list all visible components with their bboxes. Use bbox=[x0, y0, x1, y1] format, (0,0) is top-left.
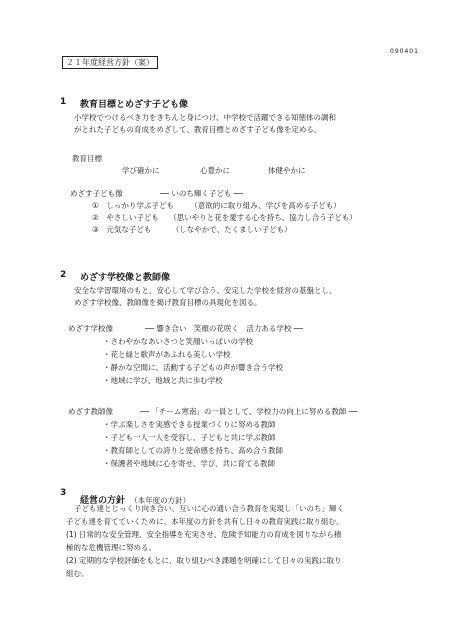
section3-body-line: 子ども達を育てていくために、本年度の方針を共有し日々の教育実践に取り組む。 bbox=[66, 517, 344, 526]
section3-number: 3 bbox=[60, 488, 67, 498]
section3-heading: 経営の方針 bbox=[80, 496, 126, 506]
teacher-item: ・子ども一人一人を受容し、子どもと共に学ぶ教師 bbox=[103, 433, 276, 442]
section1-body-line: 小学校でつけるべき力をきちんと身につけ、中学校で活躍できる知徳体の調和 bbox=[74, 113, 337, 122]
ideal-item-desc: （しなやかで、たくましい子ども） bbox=[171, 225, 292, 234]
policy-item-line: 組む。 bbox=[66, 569, 89, 578]
ideal-child-label: めざす子ども像 bbox=[70, 189, 123, 198]
ideal-item-mark: ③ bbox=[92, 225, 99, 234]
section2-body-line: めざす学校像、教師像を掲げ教育目標の具現化を図る。 bbox=[74, 298, 262, 307]
ideal-school-label: めざす学校像 bbox=[68, 324, 113, 333]
school-item: ・地域に学び、地域と共に歩む学校 bbox=[103, 376, 223, 385]
ideal-item-name: 元気な子ども bbox=[106, 225, 152, 234]
ideal-item-name: やさしい子ども bbox=[106, 213, 159, 222]
ideal-item bbox=[92, 200, 341, 211]
ideal-item-desc: （意欲的に取り組み、学びを高める子ども） bbox=[190, 201, 341, 210]
section2-heading: めざす学校像と教師像 bbox=[80, 273, 171, 283]
ideal-item-mark: ① bbox=[92, 201, 99, 210]
school-item: ・静かな空間に、活動する子どもの声が響き合う学校 bbox=[103, 363, 283, 372]
ideal-item bbox=[92, 212, 357, 223]
section2-body-line: 安全な学習環境のもと、安心して学び合う、安定した学校を経営の基盤とし、 bbox=[74, 286, 337, 295]
policy-item-line: 極的な危機管理に努める。 bbox=[66, 543, 156, 552]
school-item: ・花と緑と歌声があふれる美しい学校 bbox=[103, 350, 231, 359]
ideal-child-motto: ── いのち輝く子ども ── bbox=[160, 189, 243, 198]
ideal-item-mark: ② bbox=[92, 213, 99, 222]
school-item: ・さわやかなあいさつと笑顔いっぱいの学校 bbox=[103, 337, 253, 346]
section1-number: 1 bbox=[60, 97, 67, 107]
document-number: 090401 bbox=[390, 48, 419, 55]
section1-body-line: がとれた子どもの育成をめざして、教育目標とめざす子ども像を定める。 bbox=[74, 125, 322, 134]
ideal-teacher-label: めざす教師像 bbox=[68, 407, 113, 416]
goal-item: 心豊かに bbox=[200, 166, 230, 175]
policy-item-line: (1) 日常的な安全管理、安全指導を充実させ、危険予知能力の育成を図りながら積 bbox=[66, 530, 342, 539]
teacher-item: ・教育師としての誇りと使命感を持ち、高め合う教師 bbox=[103, 446, 283, 455]
section1-heading: 教育目標とめざす子ども像 bbox=[80, 100, 189, 110]
goal-item: 体健やかに bbox=[268, 166, 306, 175]
teacher-item: ・保護者や地域に心を寄せ、学び、共に育てる教師 bbox=[103, 459, 275, 468]
ideal-item-desc: （思いやりと花を愛する心を持ち、協力し合う子ども） bbox=[169, 213, 357, 222]
policy-item-line: (2) 定期的な学校評価をもとに、取り組むべき課題を明確にして日々の実践に取り bbox=[66, 556, 342, 565]
goals-label: 教育目標 bbox=[72, 154, 102, 163]
section3-body-line: 子ども達とじっくり向き合い、互いに心の通い合う教育を実現し「いのち」輝く bbox=[74, 504, 344, 513]
ideal-item-name: しっかり学ぶ子ども bbox=[106, 201, 174, 210]
ideal-school-motto: ── 響き合い 笑顔の花咲く 活力ある学校 ── bbox=[145, 324, 303, 333]
document-title: ２１年度経営方針（案） bbox=[62, 56, 158, 69]
teacher-item: ・学ぶ楽しさを実感できる授業づくりに努める教師 bbox=[103, 420, 276, 429]
goal-item: 学び確かに bbox=[122, 166, 160, 175]
section2-number: 2 bbox=[60, 270, 67, 280]
ideal-item bbox=[92, 224, 292, 235]
ideal-teacher-motto: ── 「チーム寒南」の一員として、学校力の向上に努める教師 ── bbox=[140, 407, 358, 416]
section3-heading-sub: （本年度の方針） bbox=[130, 496, 191, 505]
